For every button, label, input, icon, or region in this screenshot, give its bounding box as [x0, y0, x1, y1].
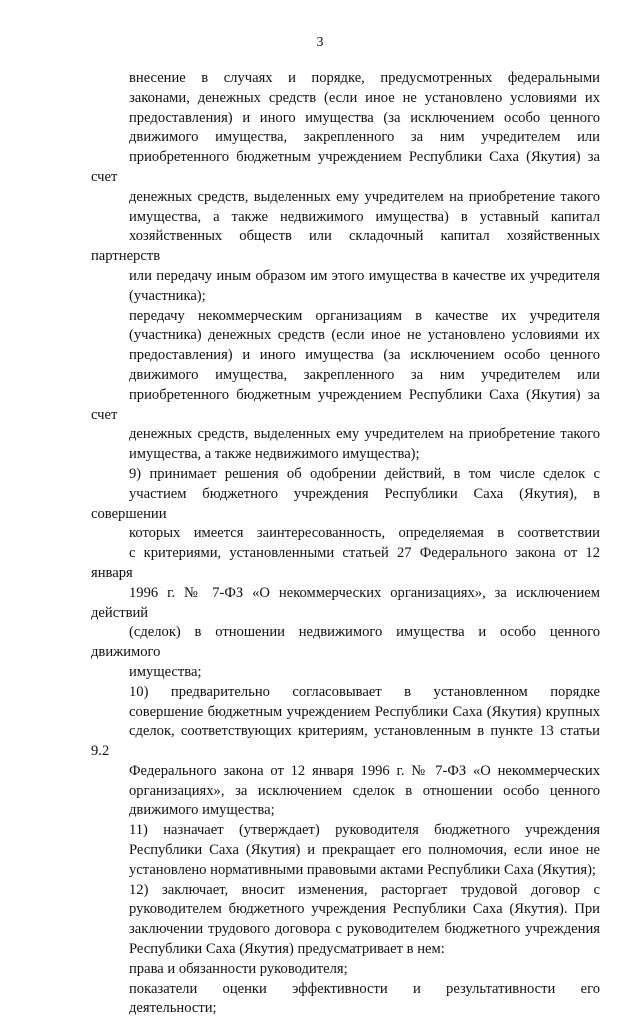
document-body	[91, 69, 600, 1019]
text-line: имущества, а также недвижимого имущества) в уставный капитал	[129, 208, 600, 225]
text-line: приобретенного бюджетным учреждением Республики Саха (Якутия) за счет	[91, 386, 600, 423]
text-line: хозяйственных обществ или складочный капитал хозяйственных партнерств	[91, 228, 600, 265]
paragraph	[91, 465, 600, 683]
text-line: движимого имущества, закрепленного за ним учредителем или	[129, 129, 600, 146]
paragraph	[91, 881, 600, 960]
text-line: организациях», за исключением сделок в отношении особо ценного	[129, 782, 600, 799]
page-number: 3	[316, 35, 324, 50]
text-line: 9) принимает решения об одобрении действий, в том числе сделок с	[129, 465, 600, 482]
text-line: показатели оценки эффективности и результативности его	[129, 980, 600, 997]
text-line: права и обязанности руководителя;	[129, 960, 348, 977]
text-line: с критериями, установленными статьей 27 Федерального закона от 12 января	[91, 545, 600, 581]
text-line: (участника) денежных средств (если иное не установлено условиями их	[129, 327, 600, 344]
text-line: или передачу иным образом им этого имущества в качестве их учредителя	[129, 267, 600, 284]
paragraph	[91, 960, 600, 980]
text-line: сделок, соответствующих критериям, установленным в пункте 13 статьи 9.2	[91, 723, 600, 760]
text-line: руководителем бюджетного учреждения Республики Саха (Якутия). При	[129, 901, 600, 918]
text-line: передачу некоммерческим организациям в качестве их учредителя	[129, 307, 600, 324]
paragraph	[91, 980, 600, 1019]
text-line: заключении трудового договора с руководителем бюджетного учреждения	[129, 921, 600, 938]
text-line: приобретенного бюджетным учреждением Республики Саха (Якутия) за счет	[91, 149, 600, 185]
text-line: 1996 г. № 7-ФЗ «О некоммерческих организациях», за исключением действий	[91, 584, 600, 621]
text-line: законами, денежных средств (если иное не установлено условиями их	[129, 89, 600, 106]
text-line: (сделок) в отношении недвижимого имущества и особо ценного движимого	[91, 624, 600, 661]
paragraph	[91, 683, 600, 822]
text-line: движимого имущества, закрепленного за ним учредителем или	[129, 366, 600, 383]
text-line: Республики Саха (Якутия) предусматривает в нем:	[129, 941, 445, 958]
text-line: Республики Саха (Якутия) и прекращает его полномочия, если иное не	[129, 842, 600, 859]
text-line: предоставления) и иного имущества (за исключением особо ценного	[129, 109, 600, 126]
text-line: деятельности;	[129, 1000, 217, 1017]
text-line: (участника);	[129, 287, 206, 304]
text-line: которых имеется заинтересованность, определяемая в соответствии	[129, 525, 600, 542]
text-line: 11) назначает (утверждает) руководителя бюджетного учреждения	[129, 822, 600, 839]
paragraph	[91, 307, 600, 465]
text-line: установлено нормативными правовыми актами Республики Саха (Якутия);	[129, 861, 596, 878]
text-line: внесение в случаях и порядке, предусмотренных федеральными	[129, 70, 600, 86]
text-line: Федерального закона от 12 января 1996 г. № 7-ФЗ «О некоммерческих	[129, 762, 600, 779]
text-line: предоставления) и иного имущества (за исключением особо ценного	[129, 347, 600, 364]
text-line: денежных средств, выделенных ему учредителем на приобретение такого	[129, 426, 600, 443]
text-line: денежных средств, выделенных ему учредителем на приобретение такого	[129, 188, 600, 205]
text-line: движимого имущества;	[129, 802, 275, 819]
text-line: совершение бюджетным учреждением Республики Саха (Якутия) крупных	[129, 703, 600, 720]
text-line: имущества, а также недвижимого имущества);	[129, 446, 420, 463]
text-line: участием бюджетного учреждения Республики Саха (Якутия), в совершении	[91, 485, 600, 522]
text-line: 12) заключает, вносит изменения, расторгает трудовой договор с	[129, 881, 600, 898]
text-line: 10) предварительно согласовывает в установленном порядке	[129, 683, 600, 700]
text-line: имущества;	[129, 663, 202, 680]
paragraph	[91, 69, 600, 307]
paragraph	[91, 821, 600, 880]
